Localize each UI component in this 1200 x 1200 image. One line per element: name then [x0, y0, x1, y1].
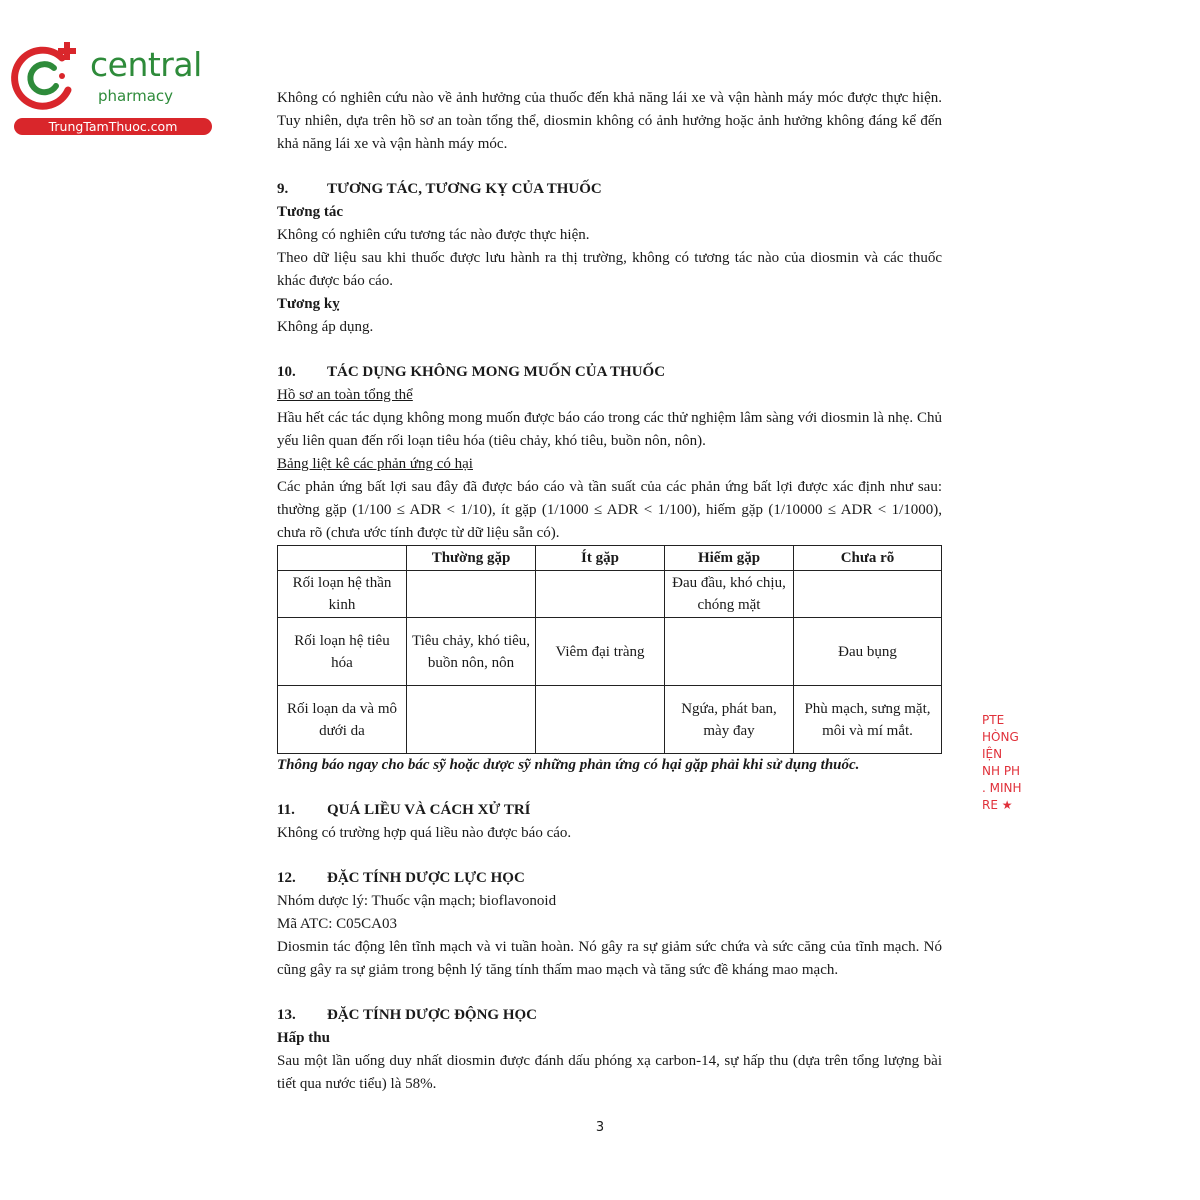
table-row: [278, 686, 942, 754]
table-header-cell: Chưa rõ: [794, 546, 942, 571]
table-cell: [794, 571, 942, 618]
section-10-subheading-table: Bảng liệt kê các phản ứng có hại: [277, 456, 473, 472]
section-10-paragraph: Hầu hết các tác dụng không mong muốn được báo cáo trong các thử nghiệm lâm sàng với diosmin là nhẹ. Chủ yếu liên quan đến rối loạn tiêu hóa (tiêu chảy, khó tiêu, buồn nôn, nôn).: [277, 410, 942, 449]
stamp-text: RE ★: [982, 798, 1013, 812]
stamp-text: PTE: [982, 713, 1005, 727]
table-header-cell: Thường gặp: [407, 546, 536, 571]
section-10-heading: 10. TÁC DỤNG KHÔNG MONG MUỐN CỦA THUỐC: [277, 364, 666, 380]
table-cell: [536, 686, 665, 754]
table-cell: Viêm đại tràng: [536, 618, 665, 686]
section-12-paragraph: Mã ATC: C05CA03: [277, 916, 398, 932]
section-11-heading: 11. QUÁ LIỀU VÀ CÁCH XỬ TRÍ: [277, 802, 531, 818]
section-9-paragraph: Không có nghiên cứu tương tác nào được thực hiện.: [277, 227, 590, 243]
table-cell: [407, 686, 536, 754]
adverse-reactions-table: [277, 545, 942, 754]
section-9-paragraph: Không áp dụng.: [277, 319, 374, 335]
table-header-cell: Ít gặp: [536, 546, 665, 571]
table-header-cell: Hiếm gặp: [665, 546, 794, 571]
partial-stamp: [982, 712, 1022, 862]
section-12-paragraph: Diosmin tác động lên tĩnh mạch và vi tuần hoàn. Nó gây ra sự giảm sức chứa và sức căng của tĩnh mạch. Nó cũng gây ra sự giảm trong bệnh lý tăng tính thấm mao mạch và tăng sức đề kháng mao mạch.: [277, 939, 942, 978]
document-body: [277, 87, 942, 1096]
page-number: 3: [595, 1120, 605, 1135]
section-9-subheading-incompatibilities: Tương kỵ: [277, 296, 340, 312]
report-adverse-reactions-note: Thông báo ngay cho bác sỹ hoặc dược sỹ những phản ứng có hại gặp phải khi sử dụng thuốc.: [277, 757, 860, 773]
section-13-heading: 13. ĐẶC TÍNH DƯỢC ĐỘNG HỌC: [277, 1007, 538, 1023]
table-cell: Rối loạn hệ tiêu hóa: [278, 618, 407, 686]
section-9-heading: 9. TƯƠNG TÁC, TƯƠNG KỴ CỦA THUỐC: [277, 181, 602, 197]
table-cell: Đau bụng: [794, 618, 942, 686]
central-pharmacy-logo[interactable]: [10, 38, 215, 138]
stamp-text: HÒNG: [982, 730, 1019, 744]
section-10-paragraph: Các phản ứng bất lợi sau đây đã được báo cáo và tần suất của các phản ứng bất lợi được xác định như sau: thường gặp (1/100 ≤ ADR < 1/10), ít gặp (1/1000 ≤ ADR < 1/100), hiếm gặp (1/10000 ≤ ADR < 1/1000), chưa rõ (chưa ước tính được từ dữ liệu sẵn có).: [277, 479, 942, 541]
brand-subtitle: pharmacy: [98, 87, 174, 105]
table-cell: Phù mạch, sưng mặt, môi và mí mắt.: [794, 686, 942, 754]
table-row: [278, 618, 942, 686]
table-cell: Rối loạn da và mô dưới da: [278, 686, 407, 754]
table-header-row: [278, 546, 942, 571]
table-cell: [407, 571, 536, 618]
table-cell: Tiêu chảy, khó tiêu, buồn nôn, nôn: [407, 618, 536, 686]
intro-paragraph: Không có nghiên cứu nào về ảnh hưởng của thuốc đến khả năng lái xe và vận hành máy móc được thực hiện. Tuy nhiên, dựa trên hồ sơ an toàn tổng thể, diosmin không có ảnh hưởng hoặc ảnh hưởng không đáng kể đến khả năng lái xe và vận hành máy móc.: [277, 90, 942, 152]
brand-name: central: [90, 45, 202, 84]
section-12-paragraph: Nhóm dược lý: Thuốc vận mạch; bioflavonoid: [277, 893, 557, 909]
stamp-text: NH PH: [982, 764, 1021, 778]
table-cell: Đau đầu, khó chịu, chóng mặt: [665, 571, 794, 618]
table-cell: Rối loạn hệ thần kinh: [278, 571, 407, 618]
section-13-subheading-absorption: Hấp thu: [277, 1030, 330, 1046]
section-13-paragraph: Sau một lần uống duy nhất diosmin được đánh dấu phóng xạ carbon-14, sự hấp thu (dựa trên tổng lượng bài tiết qua nước tiểu) là 58%.: [277, 1053, 942, 1092]
section-10-subheading-safety: Hồ sơ an toàn tổng thể: [277, 387, 413, 403]
table-header-cell: [278, 546, 407, 571]
central-pharmacy-logo-icon: [10, 38, 90, 118]
website-link[interactable]: TrungTamThuoc.com: [14, 118, 212, 135]
table-cell: [536, 571, 665, 618]
section-12-heading: 12. ĐẶC TÍNH DƯỢC LỰC HỌC: [277, 870, 525, 886]
table-cell: Ngứa, phát ban, mày đay: [665, 686, 794, 754]
table-row: [278, 571, 942, 618]
section-9-paragraph: Theo dữ liệu sau khi thuốc được lưu hành ra thị trường, không có tương tác nào của diosmin và các thuốc khác được báo cáo.: [277, 250, 942, 289]
stamp-text: . MINH: [982, 781, 1022, 795]
stamp-text: IỆN: [982, 747, 1003, 761]
section-11-paragraph: Không có trường hợp quá liều nào được báo cáo.: [277, 825, 572, 841]
section-9-subheading-interactions: Tương tác: [277, 204, 344, 220]
table-cell: [665, 618, 794, 686]
